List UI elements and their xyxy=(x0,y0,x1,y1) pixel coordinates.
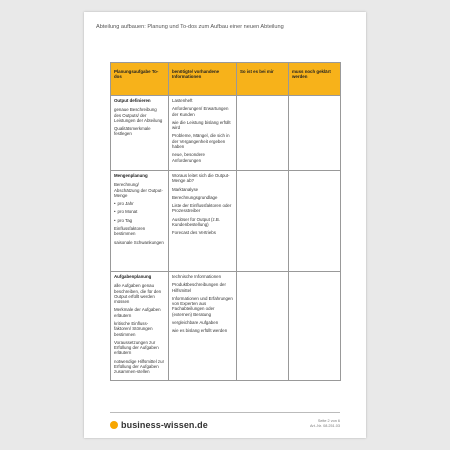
info-item: wie es bislang erfüllt werden xyxy=(172,328,228,334)
page-number: Seite 2 von 6 xyxy=(317,419,340,423)
task-item: Einflussfaktoren bestimmen xyxy=(114,225,146,237)
task-item: notwendige Hilfsmittel zur Erfüllung der Aufgaben zusammen-stellen xyxy=(114,358,165,375)
task-item: Merkmale der Aufgaben erläutern xyxy=(114,307,161,318)
task-cell xyxy=(111,96,169,171)
info-item: vergleichbare Aufgaben xyxy=(172,319,219,325)
article-number: Art.-Nr. 08.251.03 xyxy=(310,424,340,429)
info-item: Produktbeschreibungen der Hilfsmittel xyxy=(172,282,226,293)
info-item: Probleme, Mängel, die sich in der Vergangenheit ergeben haben xyxy=(172,133,230,149)
info-item: Informationen und Erfahrungen von Experten aus Fachabteilungen oder (externen) Beratung xyxy=(172,295,233,317)
header-task: Planungsaufgabe To-dos xyxy=(111,63,169,96)
task-item: kritische Einfluss-faktoren/ Störungen bestimmen xyxy=(114,320,153,337)
info-item: technische Informationen xyxy=(172,274,222,279)
task-item: saisonale Schwankungen xyxy=(114,239,164,245)
task-item: • pro Jahr xyxy=(114,201,165,206)
info-item: Woraus leitet sich die Output-Menge ab? xyxy=(172,173,230,184)
task-title: Mengenplanung xyxy=(114,173,148,178)
mine-cell xyxy=(237,272,289,381)
table-row xyxy=(111,272,341,381)
header-open: muss noch geklärt werden xyxy=(289,63,341,96)
task-item: genaue Beschreibung des Outputs/ der Leistungen der Abteilung xyxy=(114,107,163,123)
document-title: Abteilung aufbauen: Planung und To-dos zum Aufbau einer neuen Abteilung xyxy=(96,24,284,30)
mine-cell xyxy=(237,96,289,171)
task-item: Qualitätsmerkmale festlegen xyxy=(114,126,151,137)
open-cell xyxy=(289,171,341,272)
header-info: benötigte/ vorhandene Informationen xyxy=(169,63,237,96)
table-header-row xyxy=(111,63,341,96)
info-item: Forecast des Vertriebs xyxy=(172,230,216,236)
info-item: Berechnungsgrundlage xyxy=(172,194,218,200)
footer-meta xyxy=(290,419,340,430)
task-item: alle Aufgaben genau beschreiben, die für den Output erfüllt werden müssen xyxy=(114,283,162,305)
task-item: • pro Monat xyxy=(114,209,165,214)
task-cell xyxy=(111,171,169,272)
info-item: Anforderungen/ Erwartungen der Kunden xyxy=(172,106,229,117)
task-item: Berechnung/ Abschätzung der Output-Menge xyxy=(114,182,163,198)
info-cell xyxy=(169,272,237,381)
table-row xyxy=(111,96,341,171)
info-item: Auslöser für Output (z.B. Kundenbestellung) xyxy=(172,216,221,227)
info-cell xyxy=(169,96,237,171)
open-cell xyxy=(289,272,341,381)
info-item: neue, besondere Anforderungen xyxy=(172,152,205,163)
table-row xyxy=(111,171,341,272)
planning-table xyxy=(110,62,341,381)
task-title: Aufgabenplanung xyxy=(114,274,152,279)
info-cell xyxy=(169,171,237,272)
brand-dot-icon xyxy=(110,421,118,429)
brand-logo xyxy=(110,420,208,430)
task-item: • pro Tag xyxy=(114,218,165,223)
info-item: Lastenheft xyxy=(172,98,193,103)
mine-cell xyxy=(237,171,289,272)
info-item: wie die Leistung bislang erfüllt wird xyxy=(172,119,231,131)
info-item: Marktanalyse xyxy=(172,186,199,192)
task-item: Voraussetzungen zur Erfüllung der Aufgaben erläutern xyxy=(114,339,159,356)
info-item: Liste der Einflussfaktoren oder Prozesstreiber xyxy=(172,203,232,214)
task-title: Output definieren xyxy=(114,98,151,103)
footer-divider xyxy=(110,412,340,413)
open-cell xyxy=(289,96,341,171)
header-mine: So ist es bei mir xyxy=(237,63,289,96)
task-cell xyxy=(111,272,169,381)
document-page xyxy=(84,12,366,438)
brand-name: business-wissen.de xyxy=(121,420,208,430)
